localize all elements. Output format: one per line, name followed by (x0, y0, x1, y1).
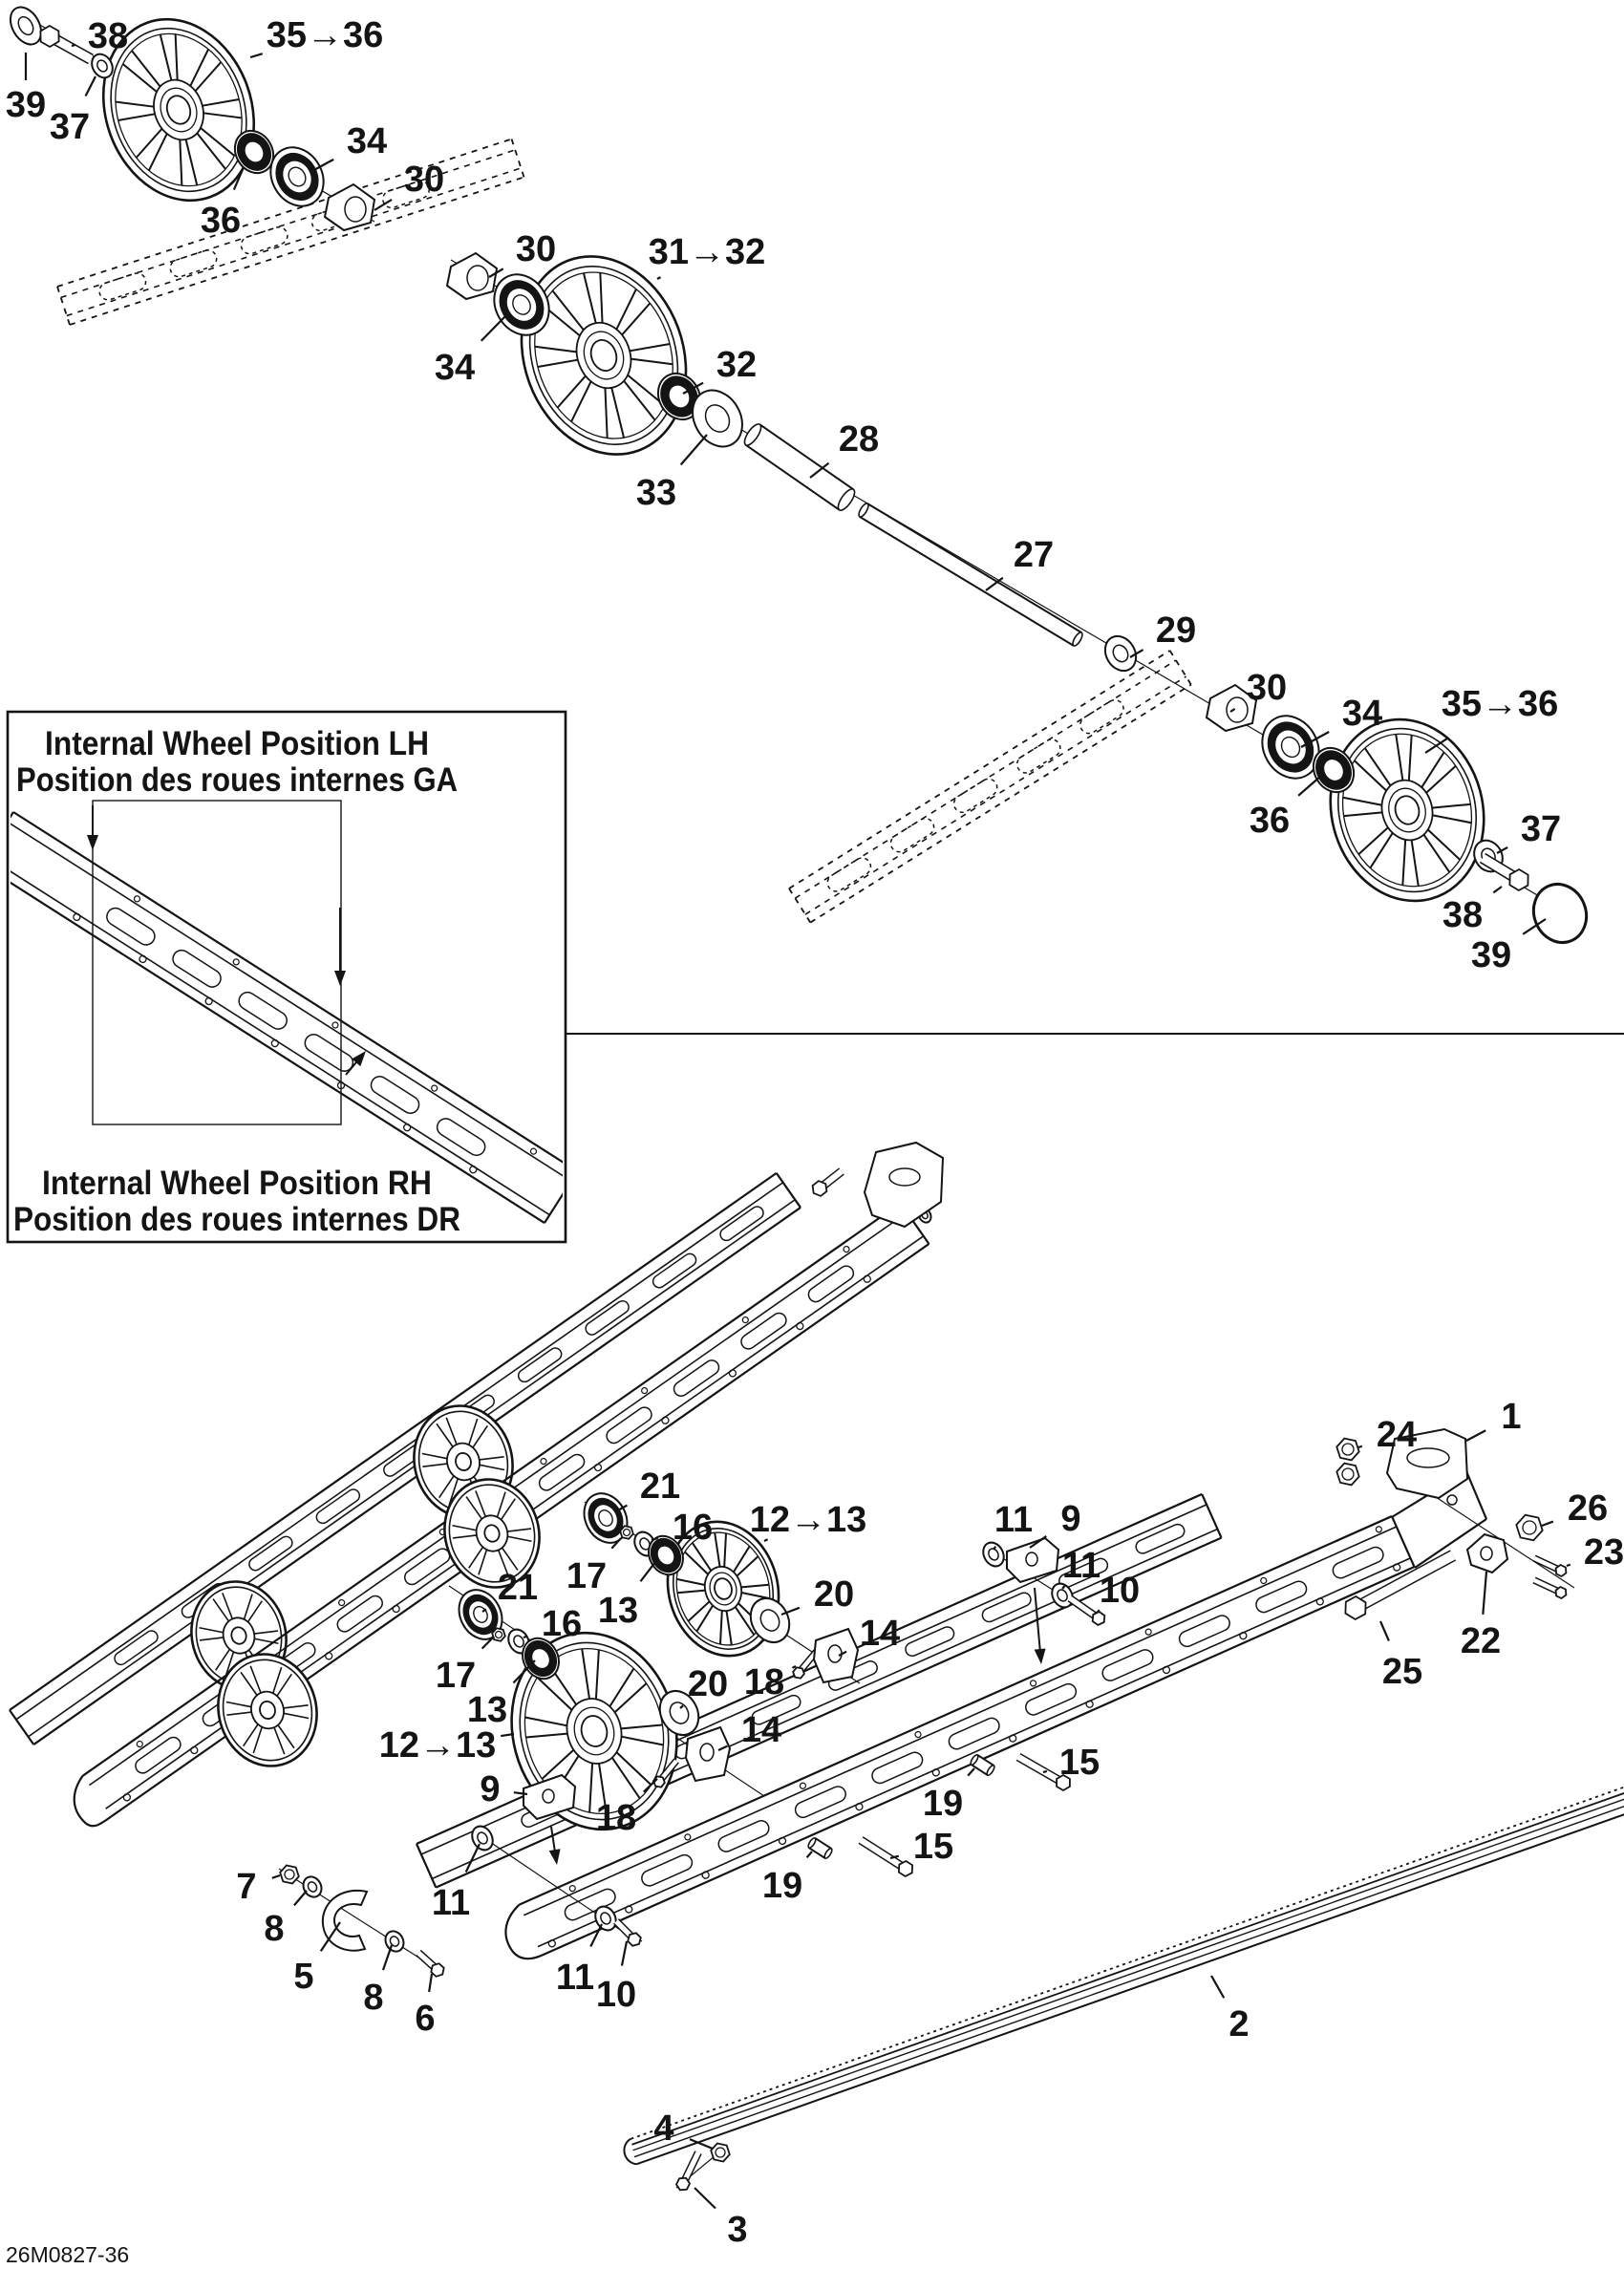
support-block-14a (814, 1629, 858, 1682)
callout-1 (1466, 1397, 1522, 1441)
callout-23 (1567, 1532, 1624, 1573)
callout-label: 30 (515, 229, 557, 269)
callout-label: 14 (859, 1614, 901, 1654)
info-box-title-lh-en: Internal Wheel Position LH (45, 725, 429, 762)
indicator-arrow (334, 908, 346, 986)
info-box-title-rh-en: Internal Wheel Position RH (42, 1165, 432, 1202)
callout-label: 14 (740, 1710, 782, 1750)
callout-label: 10 (1099, 1571, 1141, 1611)
upper-rail-far (10, 1173, 801, 1745)
hex-nut (280, 1866, 299, 1884)
callout-27 (986, 535, 1054, 590)
callout-7 (236, 1867, 280, 1907)
cylinder-spacer (970, 1754, 996, 1777)
callout-label: 39 (5, 85, 47, 125)
hex-nut (620, 1526, 633, 1538)
callout-31→32 (649, 232, 766, 279)
callout-label: 18 (743, 1662, 785, 1702)
callout-24 (1358, 1415, 1417, 1455)
washer (591, 1903, 620, 1934)
slide-runner (621, 1787, 1624, 2167)
exploded-wheels (78, 0, 1504, 1848)
callout-label: 20 (813, 1574, 855, 1615)
callout-label: 19 (922, 1784, 964, 1824)
callout-label: 25 (1381, 1652, 1423, 1692)
info-box-title-lh-fr: Position des roues internes GA (16, 761, 458, 799)
callout-label: 6 (415, 1999, 436, 2039)
wheel-position-outline (93, 801, 341, 1124)
callout-label: 10 (595, 1975, 637, 2015)
callout-label: 32 (716, 345, 758, 385)
callout-label: 8 (264, 1909, 285, 1949)
callout-label: 23 (1583, 1532, 1624, 1573)
callout-label: 36 (1249, 801, 1291, 841)
dashed-rail-rh (789, 651, 1191, 923)
indicator-arrow (87, 805, 98, 850)
callout-label: 39 (1470, 935, 1512, 975)
callout-label: 21 (497, 1568, 539, 1608)
hex-nut (1336, 1439, 1358, 1461)
callout-28 (810, 419, 879, 478)
callout-label: 2 (1229, 2004, 1250, 2044)
washer (979, 1539, 1008, 1570)
info-box-title-rh-fr: Position des roues internes DR (13, 1201, 460, 1238)
callout-10 (1097, 1571, 1140, 1613)
bolt (1483, 858, 1528, 890)
support-block-14b (686, 1727, 730, 1781)
callout-label: 9 (1060, 1499, 1081, 1539)
callout-label: 20 (687, 1664, 729, 1704)
callout-11 (1062, 1546, 1100, 1589)
callout-36 (1250, 776, 1321, 841)
callout-2 (1211, 1976, 1250, 2044)
callout-label: 16 (541, 1604, 583, 1644)
callout-29 (1130, 610, 1196, 657)
callout-label: 26 (1567, 1488, 1609, 1529)
callout-38 (1442, 887, 1502, 935)
callout-12→13 (379, 1725, 514, 1766)
callout-20 (680, 1664, 728, 1708)
callout-21 (616, 1466, 680, 1511)
callout-11 (994, 1500, 1033, 1550)
callout-label: 34 (1341, 694, 1383, 734)
bolt (1534, 1580, 1566, 1598)
callout-label: 8 (363, 1978, 384, 2018)
callout-19 (762, 1852, 812, 1906)
callout-label: 27 (1013, 535, 1055, 575)
callout-label: 11 (431, 1883, 471, 1923)
callout-label: 13 (466, 1690, 508, 1730)
rail-box-detail (0, 812, 577, 1223)
callout-label: 22 (1460, 1621, 1502, 1661)
bolt (676, 2152, 698, 2190)
indicator-arrow (1035, 1588, 1046, 1664)
callout-6 (415, 1974, 435, 2039)
callout-label: 5 (293, 1957, 314, 1997)
callout-label: 38 (1442, 895, 1484, 935)
hardware-parts (4, 2, 1594, 2190)
callout-label: 35→36 (1441, 684, 1559, 724)
washer (468, 1823, 497, 1853)
callout-label: 31→32 (648, 232, 766, 272)
washer (382, 1928, 407, 1955)
axle-block-30a (325, 184, 374, 230)
callout-label: 34 (346, 121, 388, 161)
callout-8 (264, 1891, 307, 1949)
callout-label: 21 (639, 1466, 681, 1507)
adjuster-block-22 (1467, 1534, 1507, 1573)
callout-5 (293, 1922, 340, 1997)
callout-label: 19 (761, 1866, 803, 1906)
hex-nut (1516, 1515, 1542, 1541)
hex-nut (492, 1628, 505, 1640)
callout-label: 17 (566, 1556, 608, 1596)
callout-17 (436, 1637, 494, 1696)
cylinder-spacer (807, 1837, 834, 1860)
callout-37 (50, 76, 96, 147)
callout-label: 3 (727, 2210, 748, 2250)
callout-label: 15 (912, 1827, 954, 1867)
callout-9 (480, 1769, 527, 1809)
callout-label: 29 (1155, 610, 1197, 651)
hex-nut (711, 2144, 730, 2162)
callout-26 (1542, 1488, 1608, 1529)
callout-label: 17 (435, 1656, 477, 1696)
callout-16 (524, 1604, 582, 1644)
callout-label: 34 (434, 348, 476, 388)
callout-label: 30 (1246, 668, 1288, 708)
callout-39 (6, 53, 46, 125)
callout-labels (6, 15, 1624, 2250)
callout-label: 36 (200, 201, 242, 241)
bolt (813, 1171, 842, 1196)
callout-34 (310, 121, 387, 172)
callout-label: 12→13 (378, 1725, 497, 1766)
callout-label: 28 (838, 419, 880, 460)
info-box-rail-drawing (0, 812, 577, 1223)
callout-label: 37 (49, 107, 91, 147)
bolt (616, 1921, 641, 1946)
callout-label: 11 (555, 1958, 595, 1998)
slide-runner-profile (621, 1787, 1624, 2167)
callout-label: 24 (1376, 1415, 1418, 1455)
callout-4 (653, 2108, 713, 2149)
axis-lines (33, 21, 1578, 2188)
callout-label: 1 (1501, 1397, 1522, 1437)
callout-label: 15 (1058, 1743, 1100, 1783)
callout-label: 35→36 (266, 15, 384, 55)
dashed-reference-rails (57, 139, 1191, 922)
seal-ring (576, 1486, 635, 1550)
callout-label: 11 (1061, 1546, 1101, 1586)
callout-label: 37 (1520, 809, 1562, 849)
info-box (0, 712, 577, 1242)
bolt (40, 26, 91, 59)
callout-label: 11 (994, 1500, 1034, 1540)
callout-35→36 (250, 15, 383, 57)
idler-wheel (1311, 702, 1504, 918)
callout-label: 38 (87, 16, 129, 56)
callout-19 (923, 1768, 974, 1824)
callout-25 (1380, 1621, 1422, 1692)
callout-18 (744, 1662, 796, 1702)
bolt (861, 1840, 912, 1876)
callout-30 (489, 229, 556, 277)
callout-3 (694, 2188, 748, 2250)
callout-label: 16 (672, 1508, 714, 1548)
end-cap (1525, 876, 1594, 951)
callout-10 (596, 1941, 636, 2015)
callout-label: 12→13 (749, 1500, 867, 1540)
callout-label: 4 (653, 2108, 674, 2149)
callout-22 (1461, 1572, 1501, 1661)
callout-17 (566, 1538, 621, 1596)
callout-12→13 (750, 1500, 867, 1541)
callout-11 (432, 1844, 480, 1923)
callout-label: 33 (635, 473, 677, 513)
bolt (1534, 1558, 1566, 1576)
callout-label: 18 (595, 1798, 637, 1838)
drawing-number: 26M0827-36 (6, 2242, 130, 2267)
callout-label: 9 (480, 1769, 501, 1809)
callout-34 (435, 315, 506, 388)
callout-label: 7 (236, 1867, 257, 1907)
callout-label: 30 (403, 160, 445, 200)
callout-label: 13 (597, 1591, 639, 1631)
callout-8 (363, 1945, 392, 2018)
callout-20 (781, 1574, 854, 1615)
hex-nut (1336, 1464, 1358, 1486)
callout-37 (1497, 809, 1561, 853)
bolt (418, 1953, 444, 1977)
